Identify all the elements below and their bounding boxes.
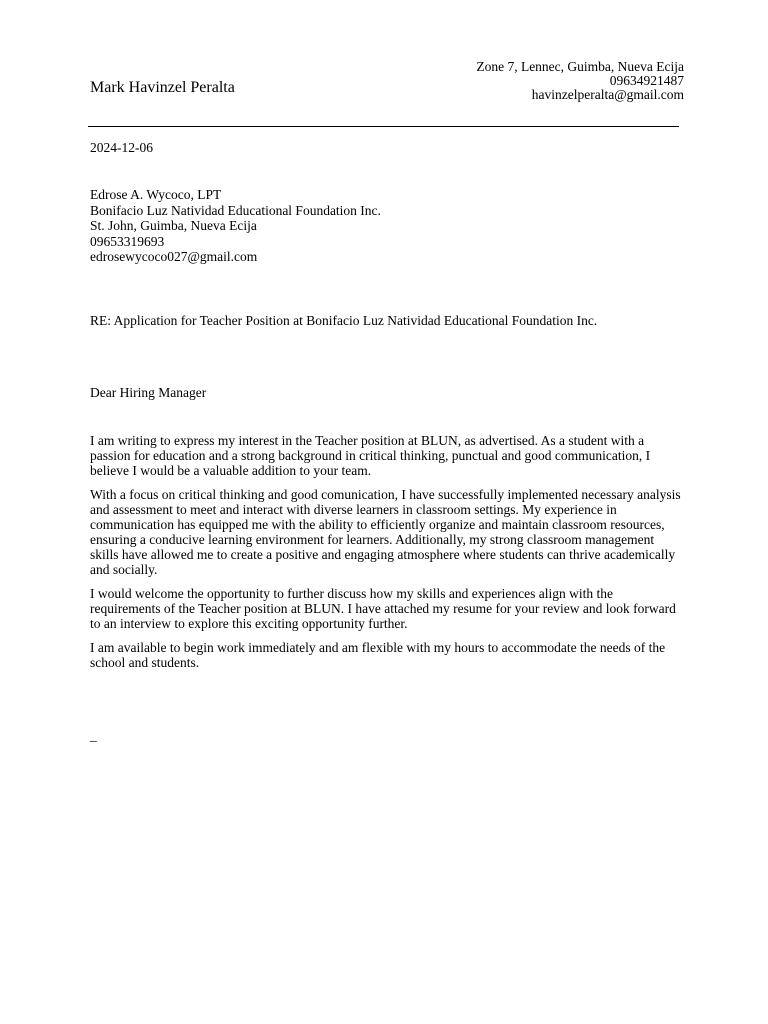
- recipient-phone: 09653319693: [90, 233, 165, 249]
- sender-address: Zone 7, Lennec, Guimba, Nueva Ecija: [476, 59, 684, 74]
- body-paragraph: With a focus on critical thinking and good comunication, I have successfully implemented necessary analysis and assessment to meet and interact with diverse learners in classroom settings. My experience in communication has equipped me with the ability to efficiently organize and maintain classroom resources, ensuring a conducive learning environment for learners. Additionally, my strong classroom management skills have allowed me to create a positive and engaging atmosphere where students can thrive academically and socially.: [90, 487, 681, 577]
- body-paragraph: I am writing to express my interest in the Teacher position at BLUN, as advertised. As a student with a passion for education and a strong background in critical thinking, punctual and good communication, I believe I would be a valuable addition to your team.: [90, 433, 651, 478]
- recipient-organization: Bonifacio Luz Natividad Educational Foundation Inc.: [90, 202, 381, 218]
- sender-name: Mark Havinzel Peralta: [90, 79, 235, 96]
- sender-email: havinzelperalta@gmail.com: [531, 87, 684, 102]
- body-paragraph: I would welcome the opportunity to further discuss how my skills and experiences align with the requirements of the Teacher position at BLUN. I have attached my resume for your review and look forward to an interview to explore this exciting opportunity further.: [90, 586, 676, 631]
- salutation: Dear Hiring Manager: [90, 385, 207, 400]
- recipient-address: St. John, Guimba, Nueva Ecija: [90, 218, 257, 233]
- sender-phone: 09634921487: [609, 73, 684, 88]
- subject-line: RE: Application for Teacher Position at Bonifacio Luz Natividad Educational Foundation Inc.: [90, 313, 598, 328]
- header-divider: [88, 126, 679, 127]
- recipient-name: Edrose A. Wycoco, LPT: [90, 187, 222, 202]
- body-paragraph: I am available to begin work immediately and am flexible with my hours to accommodate the needs of the school and students.: [90, 640, 666, 670]
- sender-contact-block: [464, 60, 684, 102]
- letter-body: [90, 433, 685, 679]
- letter-date: 2024-12-06: [90, 140, 153, 155]
- closing-mark: _: [90, 728, 97, 743]
- recipient-block: [90, 187, 381, 265]
- recipient-email: edrosewycoco027@gmail.com: [90, 249, 258, 264]
